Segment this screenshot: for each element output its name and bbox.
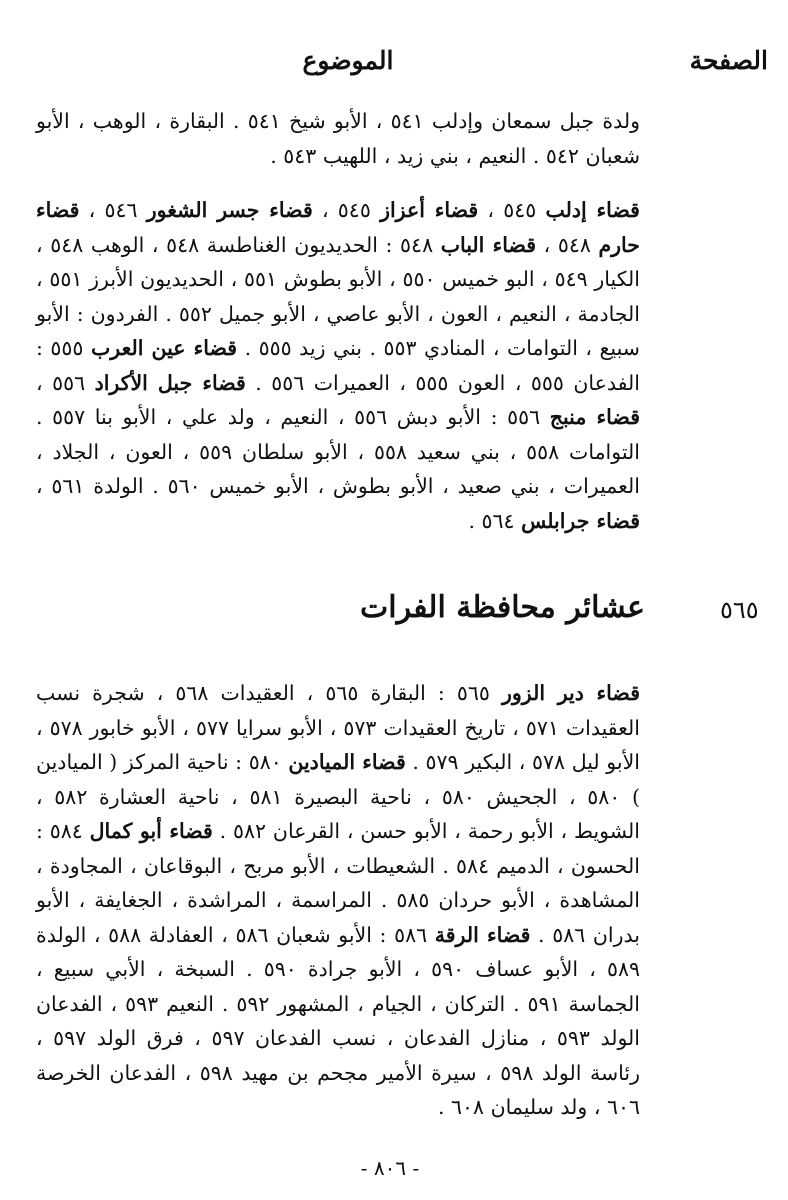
text-run: ٥٤٨ : الحديديون الغناطسة ٥٤٨ ، الوهب ٥٤٨ ، الكيار ٥٤٩ ، البو خميس ٥٥٠ ، الأبو بطوش ٥٥١ ، الحديديون الأبرز ٥٥١ ، الجادمة ، النعيم ، العون ، الأبو عاصي ، الأبو جميل ٥٥٢ . الفردون : الأبو سبيع ، التوامات ، المنادي ٥٥٣ . بني زيد ٥٥٥ .	[36, 232, 640, 360]
text-run: ٥٥٥ : الفدعان ٥٥٥ ، العون ٥٥٥ ، العميرات ٥٥٦ .	[36, 336, 640, 395]
text-run: ولدة جبل سمعان وإدلب ٥٤١ ، الأبو شيخ ٥٤١ . البقارة ، الوهب ، الأبو شعبان ٥٤٢ . النعيم ، بني زيد ، اللهيب ٥٤٣ .	[36, 109, 640, 168]
page-number: - ٨٠٦ -	[360, 1156, 420, 1180]
district-heading: قضاء جبل الأكراد	[94, 370, 246, 395]
text-run: ٥٤٦ ،	[79, 198, 147, 222]
text-run: ٥٥٦ ،	[36, 370, 95, 395]
section-title: عشائر محافظة الفرات	[360, 590, 645, 625]
text-run: ٥٥٦ : الأبو دبش ٥٥٦ ، النعيم ، ولد علي ، الأبو بنا ٥٥٧ . التوامات ٥٥٨ ، بني سعيد ٥٥٨ ، الأبو سلطان ٥٥٩ ، العون ، الجلاد ، العميرات ، بني صعيد ، الأبو بطوش ، الأبو خميس ٥٦٠ . الولدة ٥٦١ ،	[36, 405, 640, 498]
text-run: ٥٨٠ : ناحية المركز ( الميادين ) ٥٨٠ ، الجحيش ٥٨٠ ، ناحية البصيرة ٥٨١ ، ناحية العشارة ٥٨٢ ، الشويط ، الأبو رحمة ، الأبو حسن ، القرعان ٥٨٢ .	[36, 750, 640, 843]
text-run: ٥٦٤ .	[468, 508, 522, 533]
paragraph-aleppo-continued	[36, 104, 640, 173]
district-heading: قضاء منبج	[549, 405, 640, 429]
page-column-header: الصفحة	[689, 46, 768, 75]
district-heading: قضاء جرابلس	[521, 508, 640, 533]
section-page-number: ٥٦٥	[720, 596, 759, 624]
district-heading: قضاء حارم	[36, 198, 640, 257]
district-heading: قضاء أعزاز	[380, 198, 479, 222]
district-heading: قضاء الباب	[440, 232, 537, 257]
district-heading: قضاء عين العرب	[90, 336, 238, 360]
district-heading: قضاء إدلب	[545, 198, 640, 222]
topic-column-header: الموضوع	[302, 46, 394, 75]
district-heading: قضاء الميادين	[288, 750, 406, 774]
text-run: ٥٤٥ ،	[478, 198, 546, 222]
district-heading: قضاء أبو كمال	[89, 819, 213, 843]
paragraph-euphrates-districts	[36, 676, 640, 1125]
text-run: ٥٤٨ ،	[536, 232, 599, 257]
district-heading: قضاء جسر الشغور	[146, 198, 313, 222]
text-run: ٥٨٦ : الأبو شعبان ٥٨٦ ، العفادلة ٥٨٨ ، الولدة ٥٨٩ ، الأبو عساف ٥٩٠ ، الأبو جرادة ٥٩٠ . السبخة ، الأبي سبيع ، الجماسة ٥٩١ . التركان ، الجيام ، المشهور ٥٩٢ . النعيم ٥٩٣ ، الفدعان الولد ٥٩٣ ، منازل الفدعان ، نسب الفدعان ٥٩٧ ، فرق الولد ٥٩٧ ، رئاسة الولد ٥٩٨ ، سيرة الأمير مجحم بن مهيد ٥٩٨ ، الفدعان الخرصة ٦٠٦ ، ولد سليمان ٦٠٨ .	[36, 922, 640, 1119]
district-heading: قضاء الرقة	[434, 922, 531, 947]
text-run: ٥٤٥ ،	[312, 198, 381, 222]
text-run: ٥٨٤ : الحسون ، الدميم ٥٨٤ . الشعيطات ، الأبو مربح ، البوقاعان ، المجاودة ، المشاهدة ، الأبو حردان ٥٨٥ . المراسمة ، المراشدة ، الجغايفة ، الأبو بدران ٥٨٦ .	[36, 819, 640, 947]
paragraph-aleppo-districts	[36, 193, 640, 538]
district-heading: قضاء دير الزور	[501, 681, 640, 705]
text-run: ٥٦٥ : البقارة ٥٦٥ ، العقيدات ٥٦٨ ، شجرة نسب العقيدات ٥٧١ ، تاريخ العقيدات ٥٧٣ ، الأبو سرايا ٥٧٧ ، الأبو خابور ٥٧٨ ، الأبو ليل ٥٧٨ ، البكير ٥٧٩ .	[36, 681, 640, 774]
